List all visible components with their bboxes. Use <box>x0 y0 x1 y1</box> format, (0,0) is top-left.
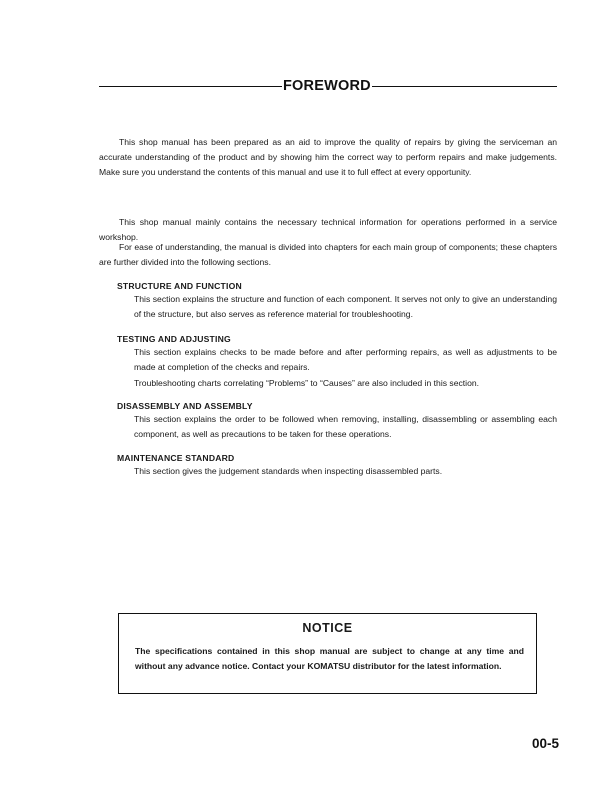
section-body: This section explains the order to be followed when removing, installing, disassembling or assembling each component, as well as precautions to be taken for these operations. <box>134 414 557 440</box>
section-body: This section explains the structure and function of each component. It serves not only to give an understanding of the structure, but also serves as reference material for troubleshooting. <box>134 294 557 320</box>
notice-text: The specifications contained in this shop manual are subject to change at any time and without any advance notice. Contact your KOMATSU distributor for the latest information. <box>135 646 524 671</box>
header-rule-left <box>99 86 282 87</box>
section-disassembly-and-assembly <box>117 400 557 443</box>
section-heading: MAINTENANCE STANDARD <box>117 453 235 463</box>
intro-paragraph-2: This shop manual mainly contains the necessary technical information for operations performed in a service workshop. <box>99 217 557 243</box>
section-testing-and-adjusting <box>117 333 557 391</box>
section-heading: DISASSEMBLY AND ASSEMBLY <box>117 401 253 411</box>
notice-box <box>118 613 537 694</box>
section-body: Troubleshooting charts correlating “Problems” to “Causes” are also included in this section. <box>134 377 480 388</box>
section-maintenance-standard <box>117 452 557 479</box>
header-rule-right <box>372 86 557 87</box>
section-body: This section gives the judgement standards when inspecting disassembled parts. <box>134 466 443 476</box>
intro-paragraph-3: For ease of understanding, the manual is divided into chapters for each main group of components; these chapters are further divided into the following sections. <box>99 242 557 268</box>
page-number: 00-5 <box>532 736 560 751</box>
page-title: FOREWORD <box>283 78 371 94</box>
section-body: This section explains checks to be made before and after performing repairs, as well as adjustments to be made at completion of the checks and repairs. <box>134 347 557 373</box>
section-structure-and-function <box>117 280 557 323</box>
section-heading: TESTING AND ADJUSTING <box>117 334 231 344</box>
page-header <box>99 76 557 96</box>
intro-paragraph-1: This shop manual has been prepared as an aid to improve the quality of repairs by giving the serviceman an accurate understanding of the product and by showing him the correct way to perform repairs and make judgements. Make sure you understand the contents of this manual and use it to full effect at every opportunity. <box>99 137 557 178</box>
section-heading: STRUCTURE AND FUNCTION <box>117 281 242 291</box>
notice-title: NOTICE <box>302 621 353 635</box>
